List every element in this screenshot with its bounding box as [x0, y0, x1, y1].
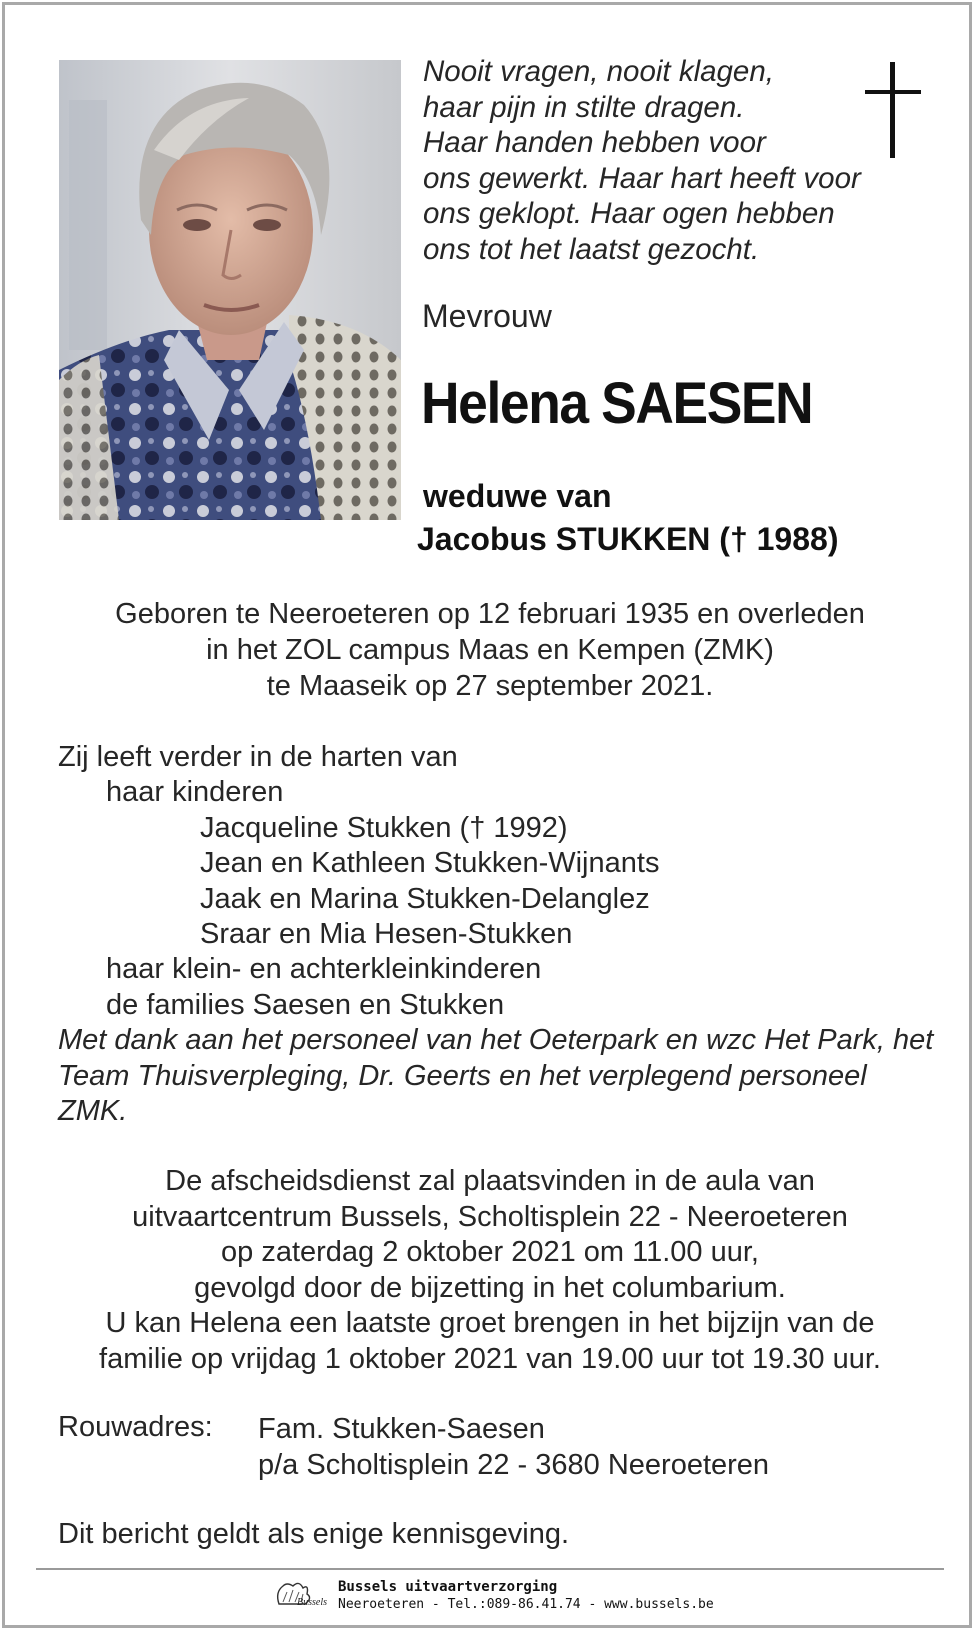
child-item: Sraar en Mia Hesen-Stukken	[200, 918, 573, 951]
children-label: haar kinderen	[106, 776, 284, 809]
poem-line: Haar handen hebben voor	[423, 126, 766, 159]
service-info	[0, 1164, 980, 1377]
salutation: Mevrouw	[422, 298, 552, 334]
thanks-note: Met dank aan het personeel van het Oeterpark en wzc Het Park, het Team Thuisverpleging, Dr. Geerts en het verplegend personeel ZMK.	[58, 1024, 934, 1128]
company-contact: Neeroeteren - Tel.:089-86.41.74 - www.bussels.be	[338, 1597, 714, 1612]
notice-text: Dit bericht geldt als enige kennisgeving.	[58, 1518, 570, 1550]
grandchildren-line: haar klein- en achterkleinkinderen	[106, 953, 542, 986]
birth-line: in het ZOL campus Maas en Kempen (ZMK)	[206, 634, 774, 666]
company-name: Bussels uitvaartverzorging	[338, 1579, 558, 1595]
families-line: de families Saesen en Stukken	[106, 988, 505, 1021]
service-line: familie op vrijdag 1 oktober 2021 van 19.00 uur tot 19.30 uur.	[99, 1342, 881, 1375]
service-line: gevolgd door de bijzetting in het columbarium.	[194, 1271, 786, 1304]
birth-death-info	[0, 596, 980, 704]
memorial-poem	[423, 54, 923, 267]
poem-line: haar pijn in stilte dragen.	[423, 90, 745, 124]
birth-line: te Maaseik op 27 september 2021.	[266, 670, 714, 702]
bussels-logo-icon	[273, 1578, 329, 1612]
deceased-name: Helena SAESEN	[421, 371, 813, 436]
cross-icon	[863, 62, 923, 158]
poem-line: ons gewerkt. Haar hart heeft voor	[423, 161, 861, 195]
portrait-photo	[59, 60, 401, 520]
service-line: uitvaartcentrum Bussels, Scholtisplein 22 - Neeroeteren	[132, 1200, 848, 1233]
poem-line: ons geklopt. Haar ogen hebben	[423, 197, 835, 230]
service-line: op zaterdag 2 oktober 2021 om 11.00 uur,	[221, 1236, 759, 1268]
family-intro: Zij leeft verder in de harten van	[58, 741, 458, 773]
family-list	[58, 740, 938, 1129]
service-line: U kan Helena een laatste groet brengen in het bijzijn van de	[105, 1307, 875, 1339]
address-label: Rouwadres:	[58, 1411, 213, 1443]
child-item: Jacqueline Stukken († 1992)	[200, 811, 568, 844]
logo-text: Bussels	[297, 1597, 327, 1608]
poem-line: ons tot het laatst gezocht.	[423, 232, 760, 266]
poem-line: Nooit vragen, nooit klagen,	[423, 55, 774, 88]
widow-prefix: weduwe van	[423, 478, 612, 514]
child-item: Jaak en Marina Stukken-Delanglez	[200, 882, 650, 915]
address-line: Fam. Stukken-Saesen	[258, 1413, 545, 1445]
address-lines	[258, 1411, 769, 1483]
address-line: p/a Scholtisplein 22 - 3680 Neeroeteren	[258, 1449, 770, 1481]
service-line: De afscheidsdienst zal plaatsvinden in de aula van	[165, 1165, 815, 1197]
footer-divider	[36, 1568, 944, 1570]
child-item: Jean en Kathleen Stukken-Wijnants	[200, 847, 660, 880]
spouse-name: Jacobus STUKKEN († 1988)	[417, 521, 839, 557]
birth-line: Geboren te Neeroeteren op 12 februari 1935 en overleden	[115, 598, 865, 630]
